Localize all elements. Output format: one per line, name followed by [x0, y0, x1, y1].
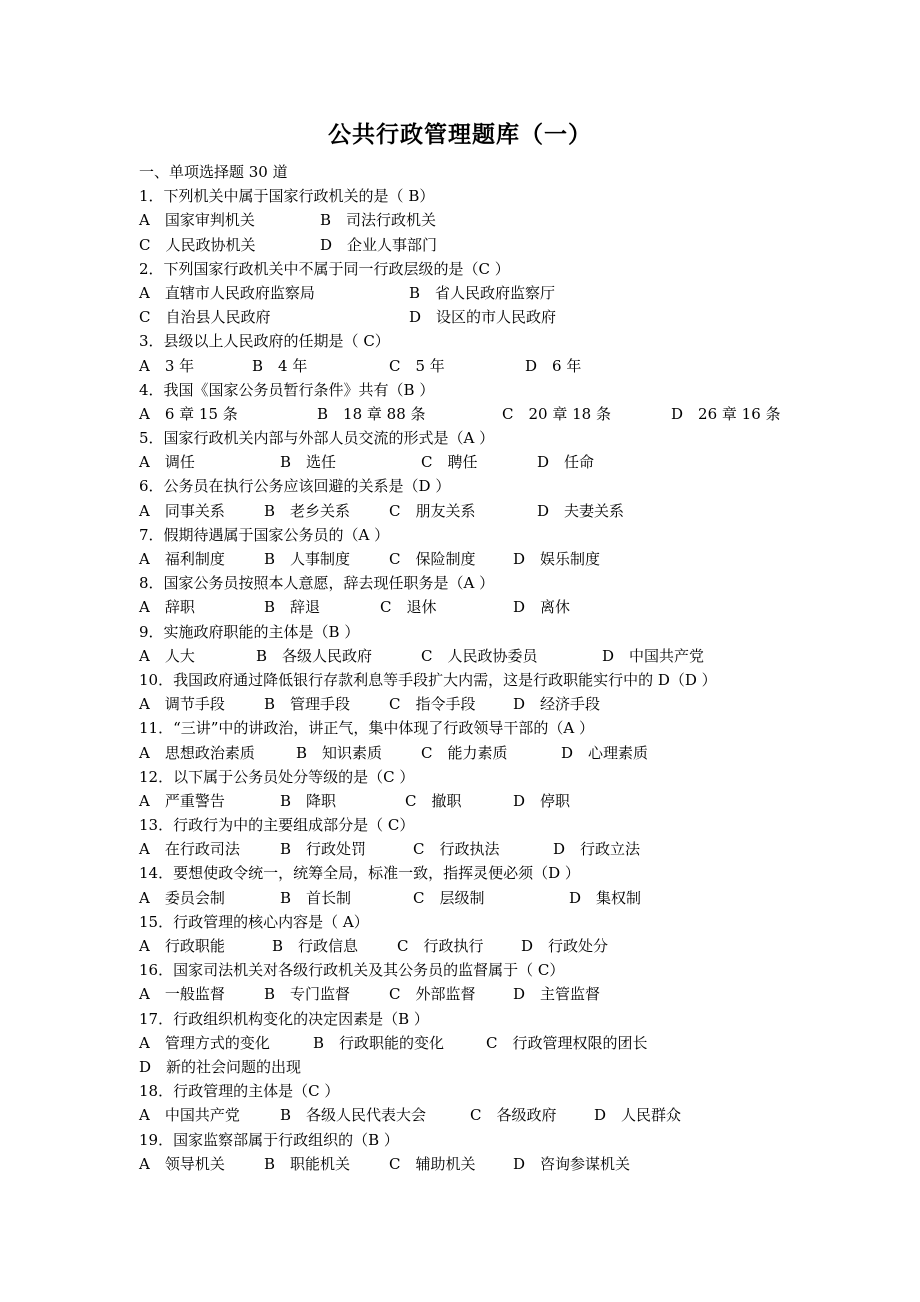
answer-option: A 一般监督 — [139, 985, 225, 1004]
question-text: 10．我国政府通过降低银行存款利息等手段扩大内需，这是行政职能实行中的 D（D ） — [139, 670, 717, 689]
answer-option: A 同事关系 — [139, 501, 225, 520]
answer-option: B 各级人民政府 — [256, 646, 373, 665]
question-text: 17．行政组织机构变化的决定因素是（B ） — [139, 1009, 429, 1028]
question-text: 2．下列国家行政机关中不属于同一行政层级的是（C ） — [139, 259, 510, 278]
answer-option: B 司法行政机关 — [320, 211, 437, 230]
answer-option: D 集权制 — [569, 888, 642, 907]
option-row — [139, 595, 839, 619]
answer-option: A 国家审判机关 — [139, 211, 255, 230]
option-row — [139, 644, 839, 668]
question-list — [139, 160, 839, 1176]
answer-option: B 选任 — [280, 453, 337, 472]
answer-option: D 娱乐制度 — [513, 550, 601, 568]
answer-option: B 管理手段 — [264, 695, 351, 714]
page-title: 公共行政管理题库（一） — [328, 122, 592, 148]
answer-option: A 3 年 — [139, 356, 195, 375]
answer-option: A 6 章 15 条 — [139, 404, 238, 423]
option-row — [139, 934, 839, 958]
answer-option: C 保险制度 — [389, 550, 476, 568]
option-row — [139, 547, 839, 571]
answer-option: B 行政处罚 — [280, 840, 367, 859]
option-row — [139, 692, 839, 716]
answer-option: C 20 章 18 条 — [502, 404, 611, 423]
answer-option: A 在行政司法 — [139, 840, 240, 859]
answer-option: B 各级人民代表大会 — [280, 1106, 427, 1125]
question-text: 9．实施政府职能的主体是（B ） — [139, 622, 360, 641]
option-row — [139, 281, 839, 305]
answer-option: A 调任 — [139, 453, 195, 472]
section-heading: 一、单项选择题 30 道 — [139, 163, 288, 181]
answer-option: A 直辖市人民政府监察局 — [139, 283, 315, 302]
answer-option: D 26 章 16 条 — [671, 404, 781, 423]
answer-option: C 行政执行 — [397, 937, 484, 955]
answer-option: A 人大 — [139, 646, 195, 665]
option-row — [139, 499, 839, 523]
answer-option: D 人民群众 — [594, 1106, 682, 1125]
answer-option: C 各级政府 — [470, 1106, 557, 1125]
question-text: 19．国家监察部属于行政组织的（B ） — [139, 1130, 399, 1149]
option-row — [139, 1031, 839, 1055]
option-row — [139, 837, 839, 861]
answer-option: D 主管监督 — [513, 985, 601, 1004]
answer-option: A 领导机关 — [139, 1154, 225, 1173]
question-text: 3．县级以上人民政府的任期是（ C） — [139, 332, 390, 351]
answer-option: A 管理方式的变化 — [139, 1033, 270, 1052]
question-text: 1．下列机关中属于国家行政机关的是（ B） — [139, 187, 435, 206]
answer-option: D 离休 — [513, 598, 571, 617]
answer-option: D 新的社会问题的出现 — [139, 1057, 302, 1076]
question-text: 14．要想使政令统一，统筹全局，标准一致，指挥灵便必须（D ） — [139, 864, 580, 883]
option-row — [139, 789, 839, 813]
answer-option: C 辅助机关 — [389, 1154, 476, 1173]
answer-option: C 层级制 — [413, 888, 485, 907]
option-row — [139, 450, 839, 474]
answer-option: C 聘任 — [421, 453, 478, 472]
option-row — [139, 1055, 839, 1079]
option-row — [139, 305, 839, 329]
question-text: 15．行政管理的核心内容是（ A） — [139, 912, 369, 931]
answer-option: D 设区的市人民政府 — [409, 308, 557, 327]
answer-option: C 退休 — [380, 598, 437, 617]
answer-option: D 停职 — [513, 791, 571, 810]
question-text: 13．行政行为中的主要组成部分是（ C） — [139, 816, 415, 835]
option-row — [139, 1103, 839, 1127]
answer-option: C 行政管理权限的团长 — [486, 1033, 648, 1052]
answer-option: C 指令手段 — [389, 695, 476, 714]
answer-option: C 人民政协机关 — [139, 235, 256, 254]
option-row — [139, 208, 839, 232]
answer-option: A 严重警告 — [139, 791, 225, 810]
answer-option: D 6 年 — [525, 356, 582, 375]
answer-option: A 委员会制 — [139, 888, 225, 907]
answer-option: D 心理素质 — [561, 743, 649, 762]
answer-option: B 人事制度 — [264, 550, 351, 568]
answer-option: B 辞退 — [264, 598, 321, 617]
answer-option: D 夫妻关系 — [537, 501, 625, 520]
question-text: 5．国家行政机关内部与外部人员交流的形式是（A ） — [139, 429, 495, 448]
answer-option: C 自治县人民政府 — [139, 308, 271, 327]
question-text: 8．国家公务员按照本人意愿，辞去现任职务是（A ） — [139, 574, 495, 593]
answer-option: A 辞职 — [139, 598, 195, 617]
answer-option: B 18 章 88 条 — [317, 404, 426, 423]
option-row — [139, 982, 839, 1006]
answer-option: C 能力素质 — [421, 743, 508, 762]
question-text: 18．行政管理的主体是（C ） — [139, 1082, 340, 1101]
questions-container — [139, 184, 839, 1176]
option-row — [139, 354, 839, 378]
answer-option: B 降职 — [280, 791, 337, 810]
answer-option: B 老乡关系 — [264, 501, 351, 520]
question-text: 16．国家司法机关对各级行政机关及其公务员的监督属于（ C） — [139, 961, 565, 980]
answer-option: D 企业人事部门 — [320, 235, 438, 254]
answer-option: D 中国共产党 — [602, 646, 705, 665]
option-row — [139, 886, 839, 910]
answer-option: B 4 年 — [252, 356, 308, 375]
question-text: 12．以下属于公务员处分等级的是（C ） — [139, 767, 415, 786]
answer-option: A 福利制度 — [139, 550, 225, 568]
answer-option: B 职能机关 — [264, 1154, 351, 1173]
answer-option: A 中国共产党 — [139, 1106, 240, 1125]
question-text: 6．公务员在执行公务应该回避的关系是（D ） — [139, 477, 451, 496]
question-text: 11．“三讲”中的讲政治，讲正气，集中体现了行政领导干部的（A ） — [139, 719, 595, 738]
answer-option: B 行政信息 — [272, 937, 359, 955]
answer-option: C 外部监督 — [389, 985, 476, 1004]
answer-option: B 专门监督 — [264, 985, 351, 1004]
answer-option: D 任命 — [537, 453, 595, 472]
answer-option: B 知识素质 — [296, 743, 383, 762]
answer-option: B 行政职能的变化 — [313, 1033, 445, 1052]
option-row — [139, 741, 839, 765]
answer-option: D 咨询参谋机关 — [513, 1154, 631, 1173]
answer-option: C 5 年 — [389, 356, 445, 375]
answer-option: A 行政职能 — [139, 937, 225, 955]
option-row — [139, 402, 839, 426]
answer-option: D 经济手段 — [513, 695, 601, 714]
question-text: 7．假期待遇属于国家公务员的（A ） — [139, 525, 390, 544]
question-text: 4．我国《国家公务员暂行条件》共有（B ） — [139, 380, 435, 399]
answer-option: C 人民政协委员 — [421, 646, 538, 665]
option-row — [139, 233, 839, 257]
answer-option: D 行政立法 — [553, 840, 641, 859]
answer-option: A 思想政治素质 — [139, 743, 255, 762]
answer-option: C 朋友关系 — [389, 501, 476, 520]
answer-option: C 行政执法 — [413, 840, 500, 859]
answer-option: B 省人民政府监察厅 — [409, 283, 556, 302]
answer-option: D 行政处分 — [521, 937, 609, 955]
answer-option: C 撤职 — [405, 791, 462, 810]
answer-option: A 调节手段 — [139, 695, 225, 714]
answer-option: B 首长制 — [280, 888, 352, 907]
option-row — [139, 1152, 839, 1176]
